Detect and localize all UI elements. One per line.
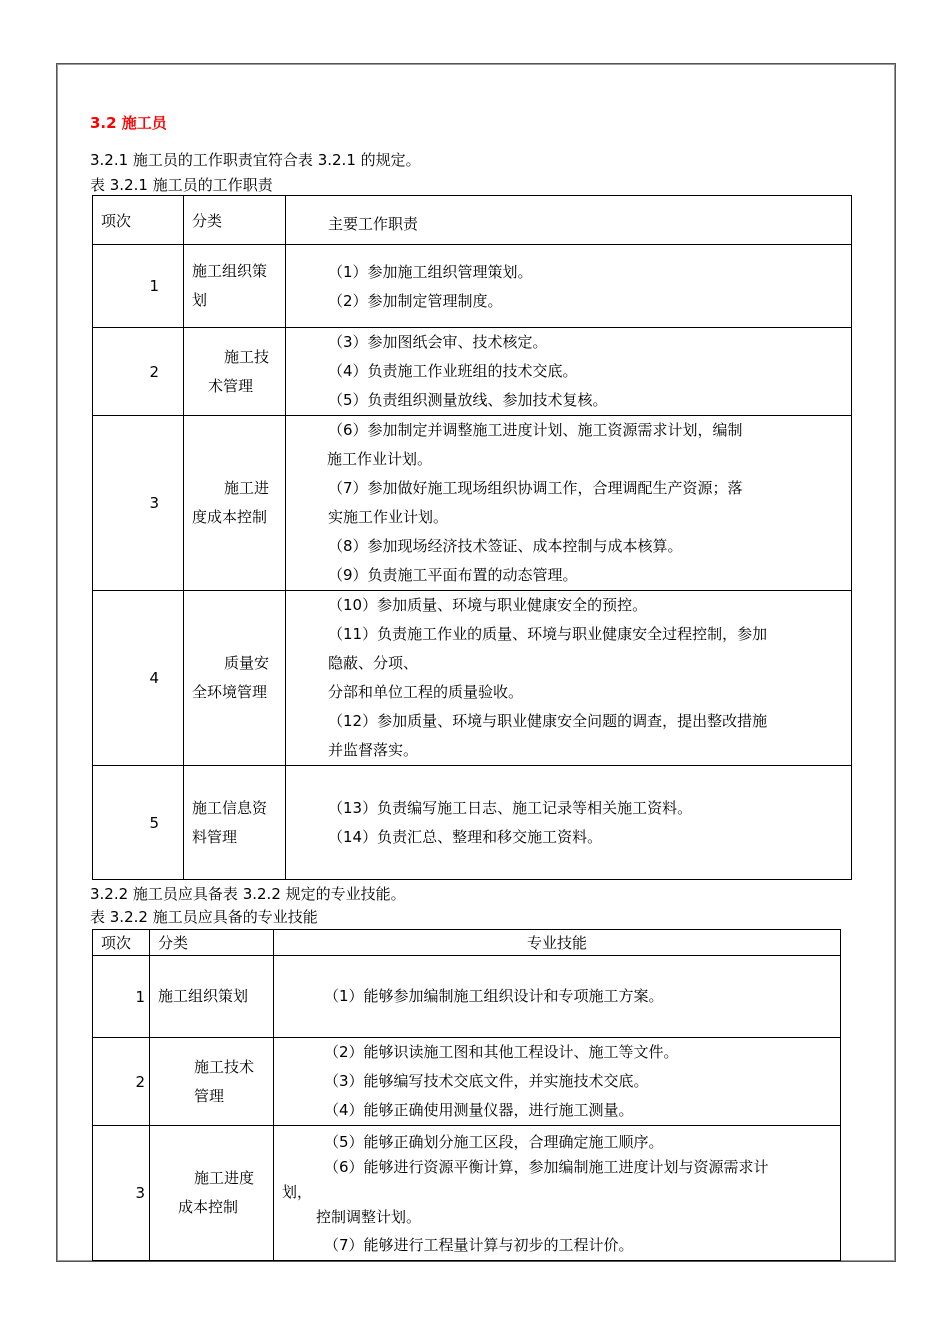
row-num: 3 xyxy=(93,1126,150,1261)
table-row xyxy=(93,956,841,1038)
header-num: 项次 xyxy=(93,196,184,245)
table-header-row xyxy=(93,196,852,245)
header-category: 分类 xyxy=(184,196,286,245)
section-heading: 3.2 施工员 xyxy=(90,114,167,132)
skills-table xyxy=(92,929,841,1261)
row-duties: （6）参加制定并调整施工进度计划、施工资源需求计划，编制 施工作业计划。 （7）参加做好施工现场组织协调工作，合理调配生产资源；落 实施工作业计划。 （8）参加现场经济技术签证、成本控制与成本核算。 （9）负责施工平面布置的动态管理。 xyxy=(286,416,852,591)
row-category: 施工组织策划 xyxy=(150,956,274,1038)
header-duties: 主要工作职责 xyxy=(286,196,852,245)
row-num: 2 xyxy=(93,328,184,416)
table-row xyxy=(93,328,852,416)
row-duties: （3）参加图纸会审、技术核定。 （4）负责施工作业班组的技术交底。 （5）负责组织测量放线、参加技术复核。 xyxy=(286,328,852,416)
paragraph-3-2-2: 3.2.2 施工员应具备表 3.2.2 规定的专业技能。 xyxy=(90,885,406,903)
row-num: 2 xyxy=(93,1038,150,1126)
row-num: 1 xyxy=(93,956,150,1038)
row-skills: （2）能够识读施工图和其他工程设计、施工等文件。 （3）能够编写技术交底文件，并实施技术交底。 （4）能够正确使用测量仪器，进行施工测量。 xyxy=(274,1038,841,1126)
row-skills: （1）能够参加编制施工组织设计和专项施工方案。 xyxy=(274,956,841,1038)
table-row xyxy=(93,766,852,880)
row-category: 施工技术 管理 xyxy=(150,1038,274,1126)
header-category: 分类 xyxy=(150,930,274,956)
table-row xyxy=(93,591,852,766)
row-duties: （13）负责编写施工日志、施工记录等相关施工资料。 （14）负责汇总、整理和移交施工资料。 xyxy=(286,766,852,880)
row-category: 施工进度 成本控制 xyxy=(150,1126,274,1261)
table-caption-3-2-2: 表 3.2.2 施工员应具备的专业技能 xyxy=(90,908,318,926)
row-skills: （5）能够正确划分施工区段，合理确定施工顺序。 （6）能够进行资源平衡计算，参加编制施工进度计划与资源需求计 划， 控制调整计划。 （7）能够进行工程量计算与初步的工程计价。 xyxy=(274,1126,841,1261)
row-num: 5 xyxy=(93,766,184,880)
table-caption-3-2-1: 表 3.2.1 施工员的工作职责 xyxy=(90,176,273,194)
header-num: 项次 xyxy=(93,930,150,956)
table-row xyxy=(93,245,852,328)
table-row xyxy=(93,1038,841,1126)
row-category: 施工进 度成本控制 xyxy=(184,416,286,591)
row-num: 4 xyxy=(93,591,184,766)
duties-table xyxy=(92,195,852,880)
row-num: 3 xyxy=(93,416,184,591)
table-row xyxy=(93,1126,841,1261)
row-category: 施工信息资 料管理 xyxy=(184,766,286,880)
table-row xyxy=(93,416,852,591)
header-skills: 专业技能 xyxy=(274,930,841,956)
row-num: 1 xyxy=(93,245,184,328)
row-duties: （10）参加质量、环境与职业健康安全的预控。 （11）负责施工作业的质量、环境与职业健康安全过程控制，参加 隐蔽、分项、 分部和单位工程的质量验收。 （12）参加质量、环境与职业健康安全问题的调查，提出整改措施 并监督落实。 xyxy=(286,591,852,766)
row-duties: （1）参加施工组织管理策划。 （2）参加制定管理制度。 xyxy=(286,245,852,328)
paragraph-3-2-1: 3.2.1 施工员的工作职责宜符合表 3.2.1 的规定。 xyxy=(90,151,421,169)
row-category: 施工组织策 划 xyxy=(184,245,286,328)
row-category: 施工技 术管理 xyxy=(184,328,286,416)
table-header-row xyxy=(93,930,841,956)
row-category: 质量安 全环境管理 xyxy=(184,591,286,766)
